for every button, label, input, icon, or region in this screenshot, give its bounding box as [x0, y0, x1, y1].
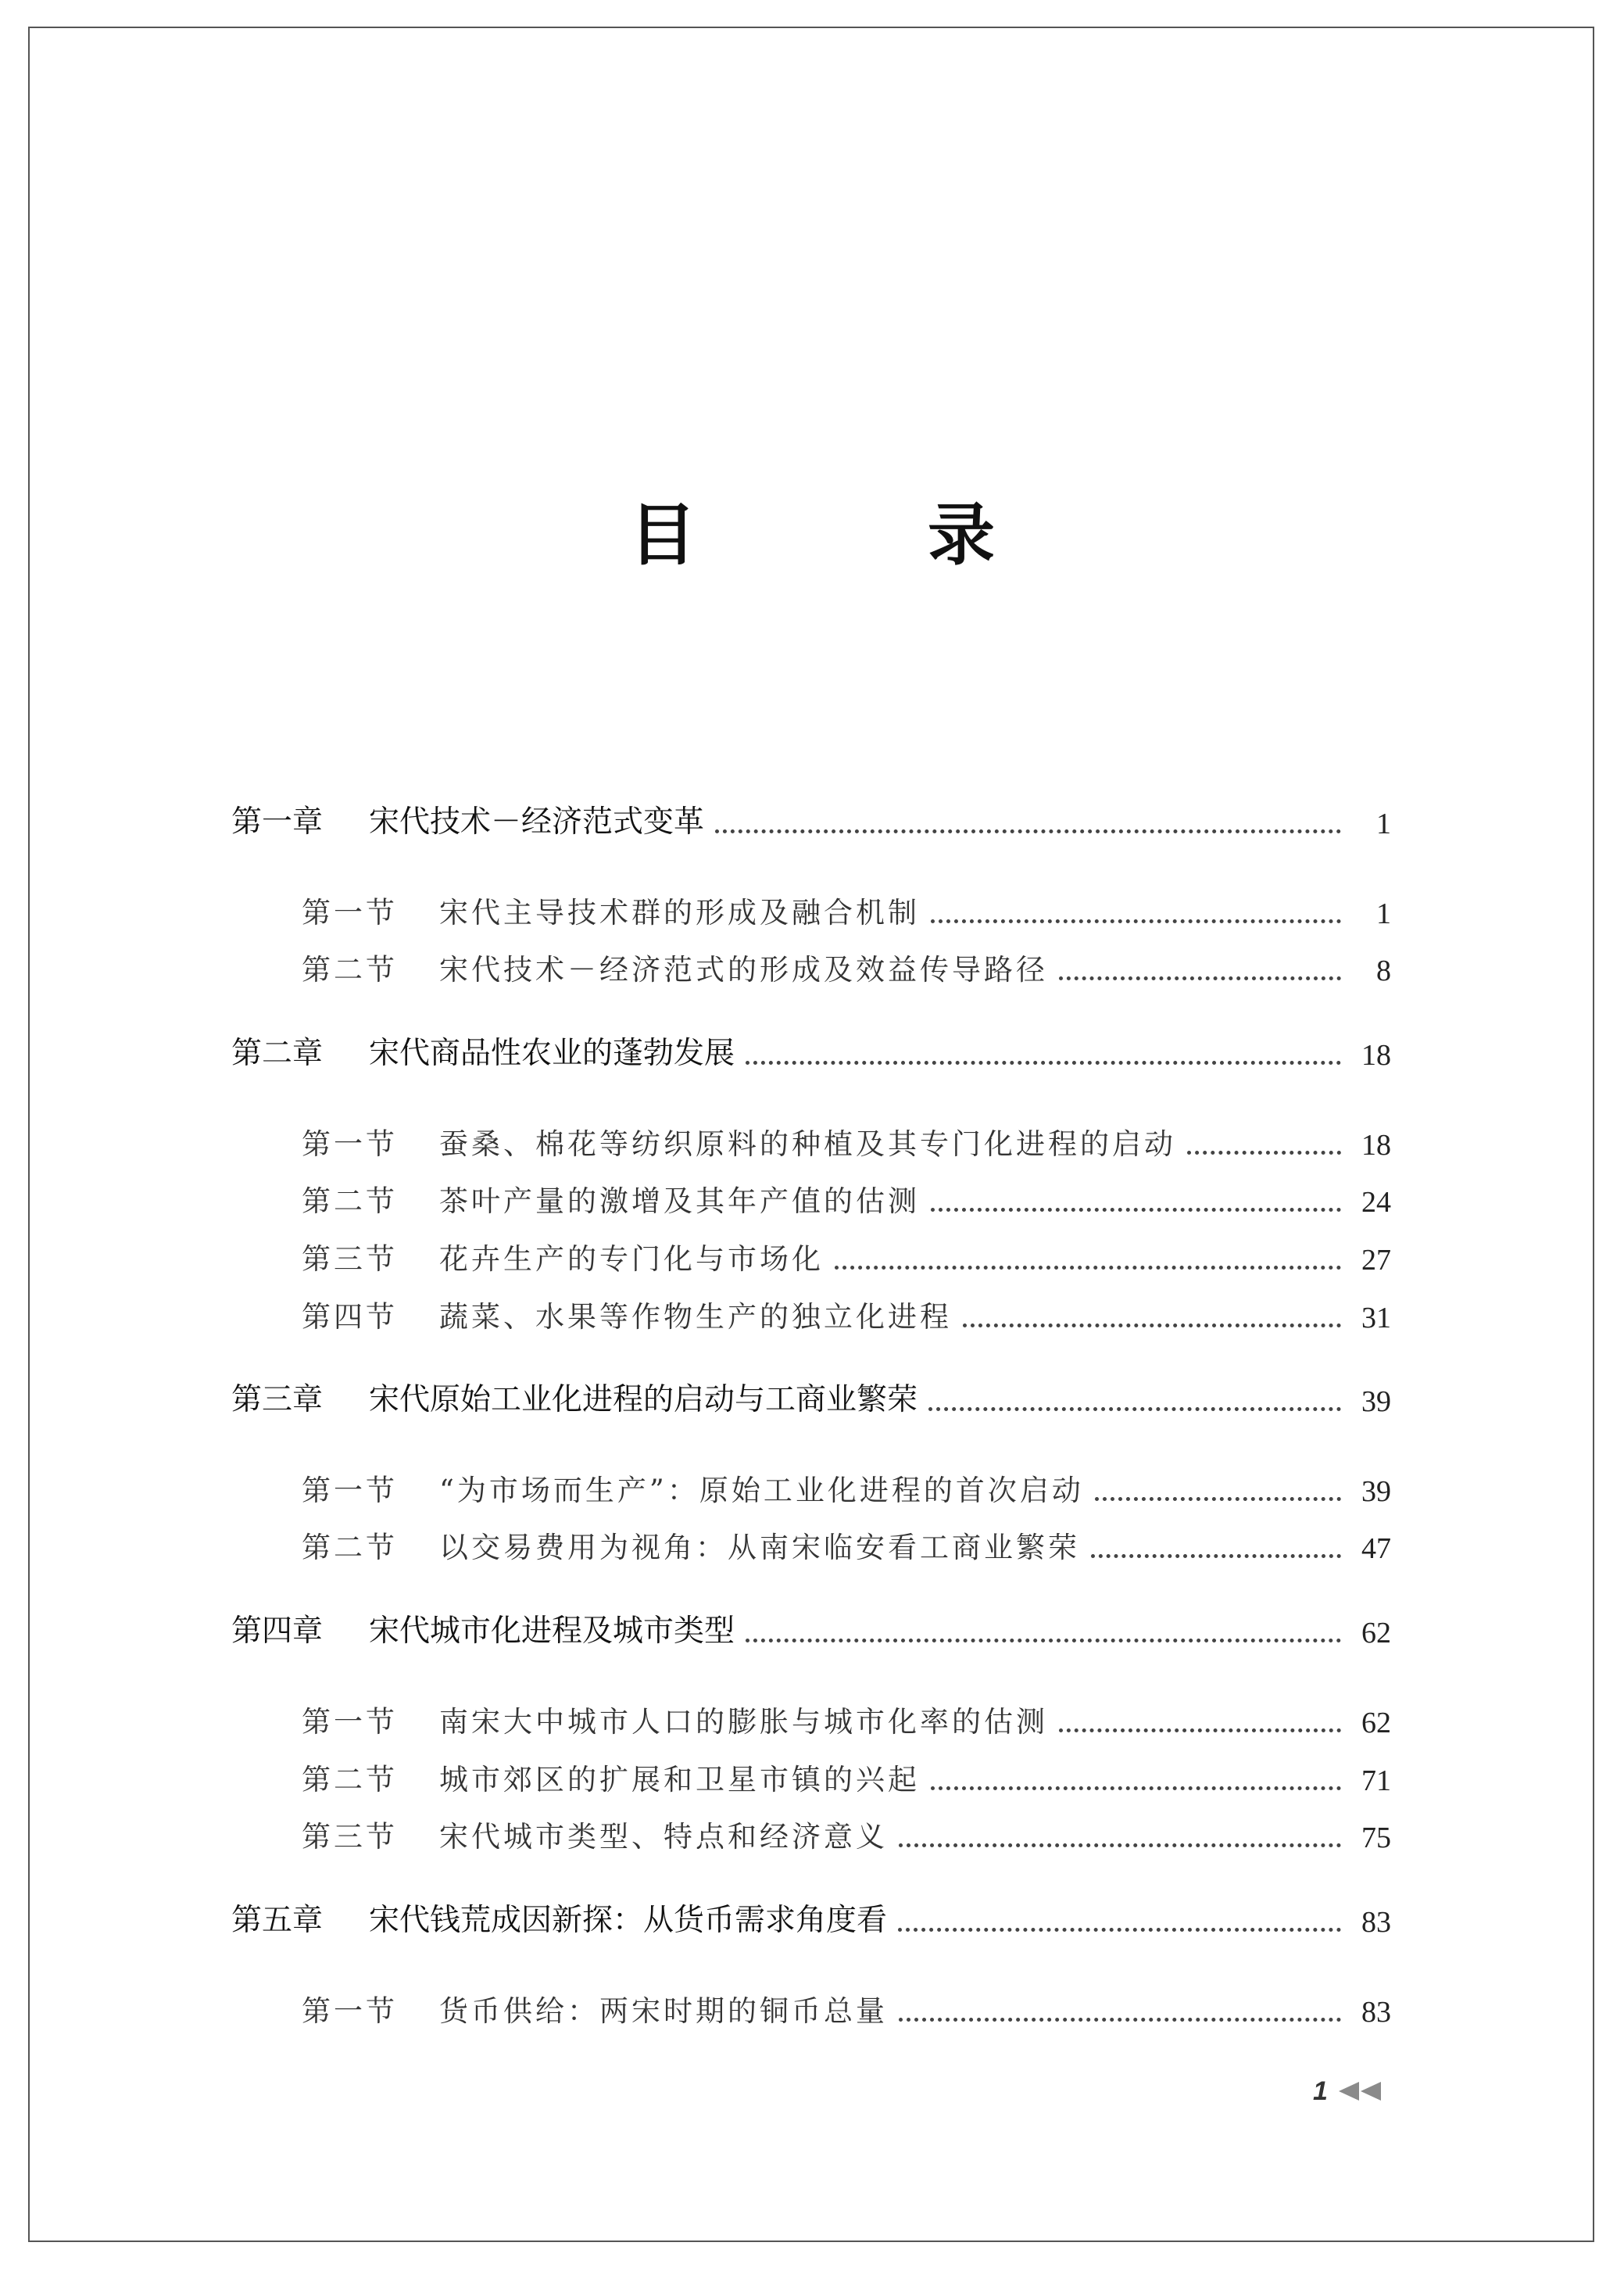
toc-number: 第一节 — [302, 1994, 398, 2028]
page-number: 1 — [1313, 2076, 1328, 2106]
toc-chapter[interactable] — [231, 1372, 1391, 1419]
toc-page-number: 62 — [1361, 1617, 1391, 1650]
toc-number: 第一节 — [302, 1127, 398, 1161]
toc-number: 第二节 — [302, 1763, 398, 1796]
toc-title: 宋代城市化进程及城市类型 — [369, 1614, 735, 1649]
toc-title: 花卉生产的专门化与市场化 — [439, 1242, 824, 1276]
toc-section[interactable] — [302, 1288, 1391, 1335]
toc-page-number: 31 — [1361, 1302, 1391, 1334]
toc-page-number: 1 — [1376, 897, 1391, 930]
dot-leader — [931, 919, 1341, 923]
toc-page-number: 62 — [1361, 1707, 1391, 1739]
toc-page-number: 8 — [1376, 955, 1391, 987]
toc-page-number: 83 — [1361, 1996, 1391, 2029]
dot-leader — [715, 829, 1341, 833]
dot-leader — [1059, 976, 1341, 980]
toc-title: 宋代原始工业化进程的启动与工商业繁荣 — [369, 1382, 918, 1417]
double-left-triangle-icon — [1339, 2082, 1381, 2101]
toc-section[interactable] — [302, 1116, 1391, 1162]
dot-leader — [898, 1928, 1341, 1932]
toc-chapter[interactable] — [231, 1603, 1391, 1650]
dot-leader — [931, 1208, 1341, 1212]
toc-number: 第一节 — [302, 896, 398, 930]
toc-number: 第二节 — [302, 953, 398, 987]
page-footer — [1313, 2072, 1399, 2111]
toc-number: 第二节 — [302, 1531, 398, 1564]
toc-chapter[interactable] — [231, 1026, 1391, 1073]
toc-page-number: 39 — [1361, 1475, 1391, 1508]
toc-page-number: 83 — [1361, 1906, 1391, 1939]
dot-leader — [1095, 1497, 1341, 1501]
dot-leader — [1059, 1728, 1341, 1732]
toc-section[interactable] — [302, 1808, 1391, 1855]
dot-leader — [899, 2018, 1341, 2022]
toc-section[interactable] — [302, 1983, 1391, 2029]
dot-leader — [1091, 1554, 1341, 1558]
toc-page-number: 18 — [1361, 1039, 1391, 1072]
toc-chapter[interactable] — [231, 1893, 1391, 1940]
toc-number: 第三节 — [302, 1820, 398, 1854]
toc-section[interactable] — [302, 1519, 1391, 1566]
dot-leader — [963, 1324, 1341, 1327]
toc-title: 宋代商品性农业的蓬勃发展 — [369, 1036, 735, 1071]
dot-leader — [928, 1407, 1341, 1411]
toc-page-number: 47 — [1361, 1532, 1391, 1565]
toc-section[interactable] — [302, 941, 1391, 988]
toc-page-number: 75 — [1361, 1821, 1391, 1854]
toc-page-number: 24 — [1361, 1186, 1391, 1219]
toc-number: 第三节 — [302, 1242, 398, 1276]
toc-page-number: 27 — [1361, 1244, 1391, 1277]
toc-number: 第一节 — [302, 1474, 398, 1507]
toc-title: 蚕桑、棉花等纺织原料的种植及其专门化进程的启动 — [439, 1127, 1176, 1161]
dot-leader — [746, 1061, 1341, 1065]
toc-section[interactable] — [302, 1462, 1391, 1509]
toc-page-number: 71 — [1361, 1764, 1391, 1797]
toc-number: 第二节 — [302, 1184, 398, 1218]
dot-leader — [1187, 1151, 1341, 1155]
toc-number: 第三章 — [231, 1382, 324, 1417]
toc-page-number: 39 — [1361, 1385, 1391, 1418]
toc-title: 宋代技术－经济范式的形成及效益传导路径 — [439, 953, 1048, 987]
toc-title: 南宋大中城市人口的膨胀与城市化率的估测 — [439, 1705, 1048, 1739]
dot-leader — [746, 1639, 1341, 1642]
dot-leader — [931, 1786, 1341, 1790]
toc-number: 第四节 — [302, 1300, 398, 1334]
toc-page-number: 18 — [1361, 1129, 1391, 1162]
dot-leader — [899, 1843, 1341, 1847]
toc-title: 宋代技术－经济范式变革 — [369, 804, 705, 840]
toc-section[interactable] — [302, 1751, 1391, 1798]
toc-title: 宋代钱荒成因新探：从货币需求角度看 — [369, 1903, 888, 1938]
toc-title: 以交易费用为视角：从南宋临安看工商业繁荣 — [439, 1531, 1080, 1564]
page-title: 目 录 — [629, 496, 1077, 575]
toc-chapter[interactable] — [231, 794, 1391, 841]
toc-number: 第五章 — [231, 1903, 324, 1938]
toc-title: 货币供给：两宋时期的铜币总量 — [439, 1994, 888, 2028]
toc-title: “为市场而生产”：原始工业化进程的首次启动 — [439, 1474, 1084, 1507]
toc-title: 城市郊区的扩展和卫星市镇的兴起 — [439, 1763, 920, 1796]
toc-page-number: 1 — [1376, 808, 1391, 840]
toc-number: 第二章 — [231, 1036, 324, 1071]
toc-number: 第一节 — [302, 1705, 398, 1739]
toc-section[interactable] — [302, 1693, 1391, 1740]
toc-section[interactable] — [302, 884, 1391, 931]
toc-section[interactable] — [302, 1173, 1391, 1220]
toc-title: 宋代主导技术群的形成及融合机制 — [439, 896, 920, 930]
toc-title: 蔬菜、水果等作物生产的独立化进程 — [439, 1300, 952, 1334]
toc-section[interactable] — [302, 1230, 1391, 1277]
dot-leader — [835, 1266, 1341, 1270]
toc-title: 宋代城市类型、特点和经济意义 — [439, 1820, 888, 1854]
toc-number: 第四章 — [231, 1614, 324, 1649]
toc-number: 第一章 — [231, 804, 324, 840]
toc-title: 茶叶产量的激增及其年产值的估测 — [439, 1184, 920, 1218]
